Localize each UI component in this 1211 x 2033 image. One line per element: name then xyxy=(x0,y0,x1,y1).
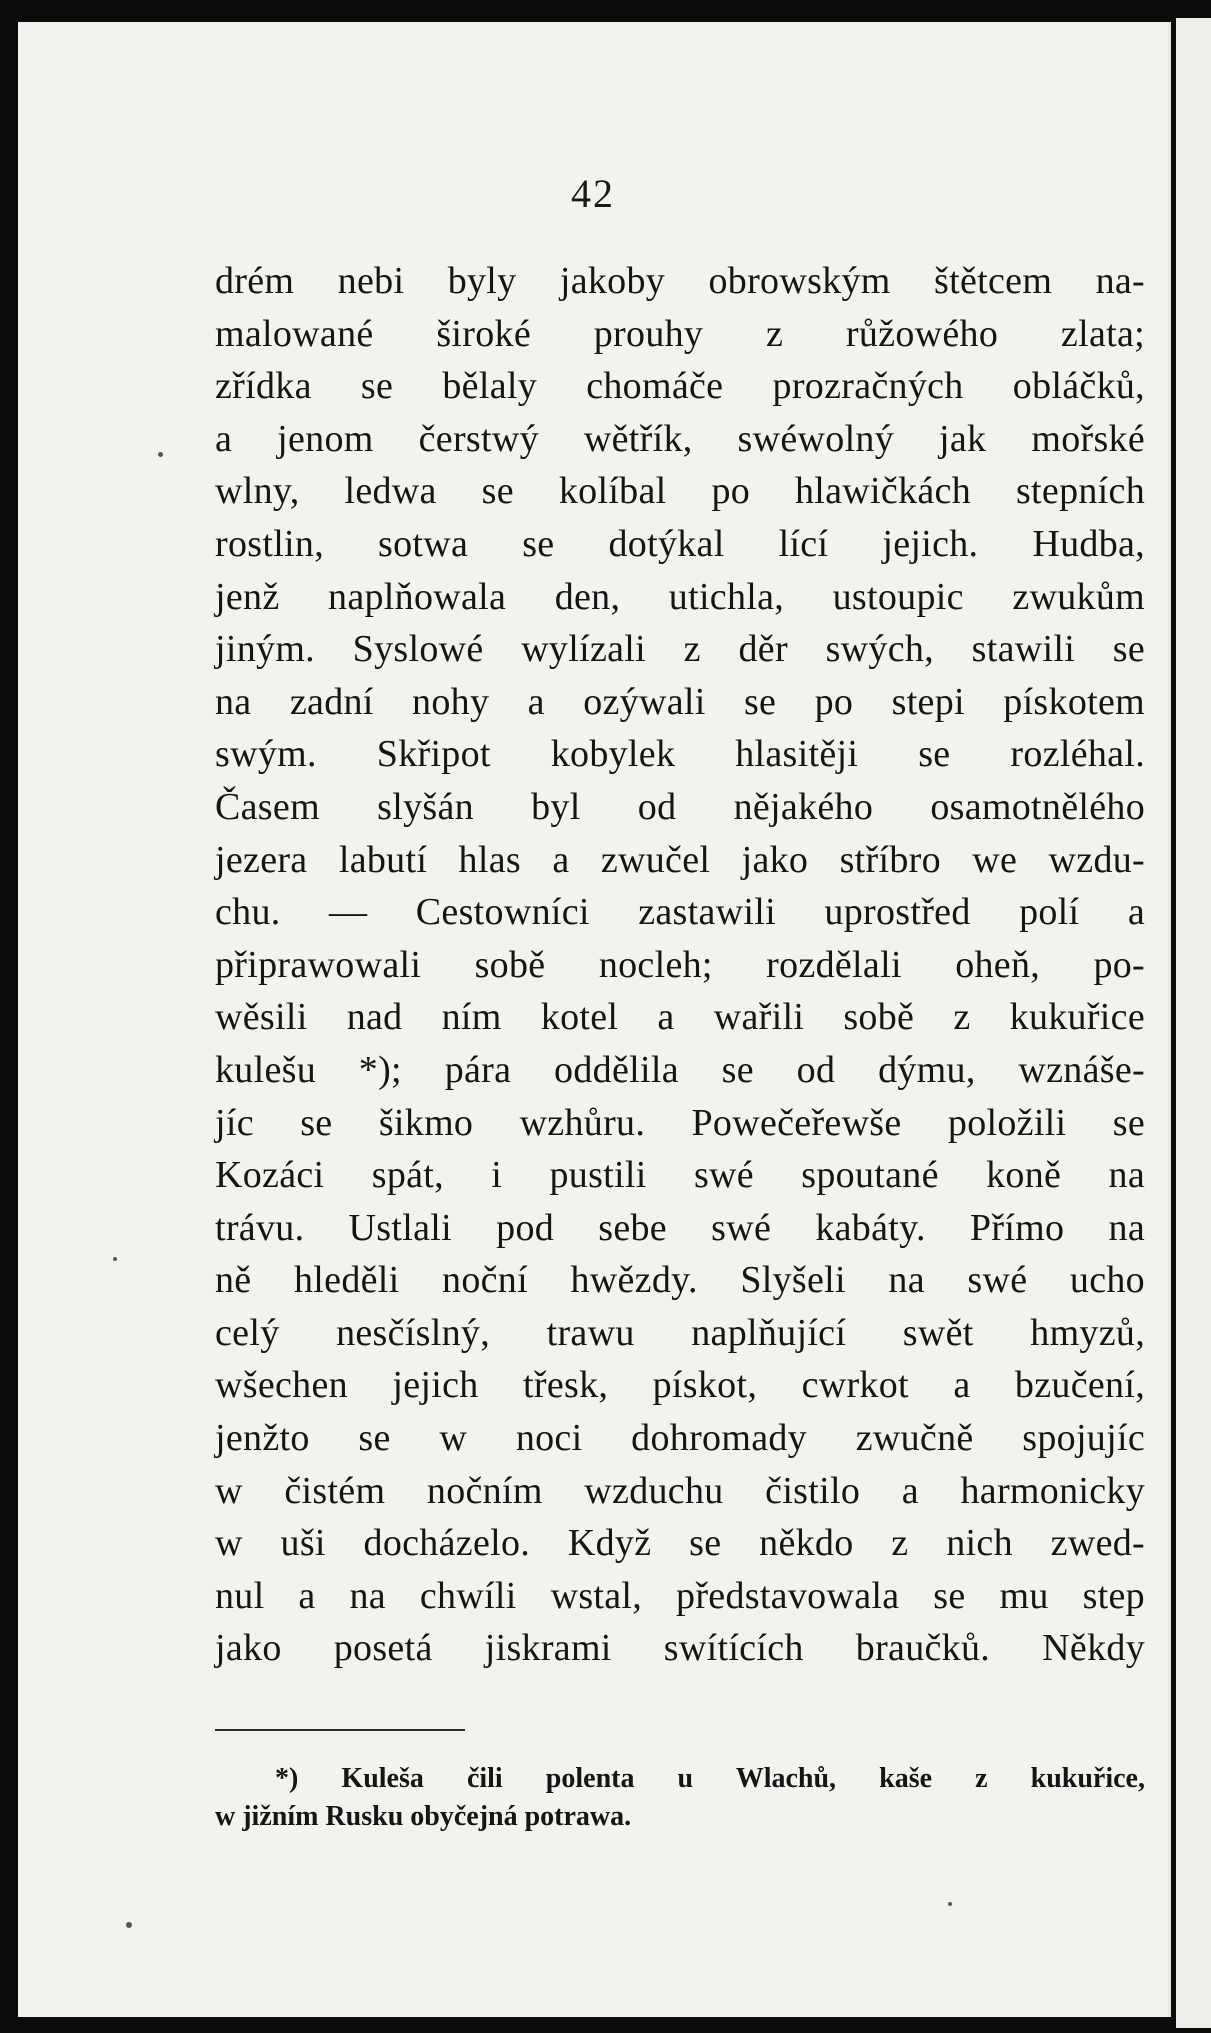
adjacent-page-edge xyxy=(1176,18,1211,2028)
text-line: wěsili nad ním kotel a wařili sobě z kukuřice xyxy=(215,996,1145,1039)
text-line: jenžto se w noci dohromady zwučně spojujíc xyxy=(215,1417,1145,1460)
text-line: Časem slyšán byl od nějakého osamotnělého xyxy=(215,785,1145,828)
paper-speck xyxy=(126,1922,132,1928)
text-line: w čistém nočním wzduchu čistilo a harmonicky xyxy=(215,1469,1145,1512)
text-line: nul a na chwíli wstal, představowala se mu step xyxy=(215,1574,1145,1617)
text-line: celý nesčíslný, trawu naplňující swět hmyzů, xyxy=(215,1311,1145,1354)
text-line: jako posetá jiskrami swítících braučků. Někdy xyxy=(215,1627,1145,1670)
text-line: malowané široké prouhy z růžowého zlata; xyxy=(215,312,1145,355)
footnote-line: *) Kuleša čili polenta u Wlachů, kaše z kukuřice, xyxy=(275,1763,1145,1794)
text-line: jenž naplňowala den, utichla, ustoupic zwukům xyxy=(215,575,1145,618)
text-line: jíc se šikmo wzhůru. Powečeřewše položili se xyxy=(215,1101,1145,1144)
text-line: Kozáci spát, i pustili swé spoutané koně na xyxy=(215,1154,1145,1197)
text-line: kulešu *); pára oddělila se od dýmu, wznáše- xyxy=(215,1048,1145,1091)
text-line: ně hleděli noční hwězdy. Slyšeli na swé ucho xyxy=(215,1259,1145,1302)
text-line: trávu. Ustlali pod sebe swé kabáty. Přímo na xyxy=(215,1206,1145,1249)
text-line: wlny, ledwa se kolíbal po hlawičkách stepních xyxy=(215,470,1145,513)
text-line: rostlin, sotwa se dotýkal lící jejich. Hudba, xyxy=(215,522,1145,565)
text-line: a jenom čerstwý wětřík, swéwolný jak mořské xyxy=(215,417,1145,460)
footnote-divider xyxy=(215,1729,465,1731)
text-line: připrawowali sobě nocleh; rozdělali oheň, po- xyxy=(215,943,1145,986)
page-number: 42 xyxy=(571,171,615,216)
text-line: wšechen jejich třesk, pískot, cwrkot a bzučení, xyxy=(215,1364,1145,1407)
book-page xyxy=(18,22,1171,2017)
text-line: jiným. Syslowé wylízali z děr swých, stawili se xyxy=(215,628,1145,671)
text-line: jezera labutí hlas a zwučel jako stříbro we wzdu- xyxy=(215,838,1145,881)
footnote-line: w jižním Rusku obyčejná potrawa. xyxy=(215,1801,632,1832)
text-line: w uši docházelo. Když se někdo z nich zwed- xyxy=(215,1522,1145,1565)
body-text xyxy=(215,255,1145,1675)
text-line: chu. — Cestowníci zastawili uprostřed polí a xyxy=(215,891,1145,934)
text-line: na zadní nohy a ozýwali se po stepi pískotem xyxy=(215,680,1145,723)
text-line: zřídka se bělaly chomáče prozračných obláčků, xyxy=(215,365,1145,408)
paper-speck xyxy=(158,452,163,457)
text-line: drém nebi byly jakoby obrowským štětcem na- xyxy=(215,260,1145,302)
footnote xyxy=(215,1760,1145,1836)
paper-speck xyxy=(113,1257,117,1261)
paper-speck xyxy=(948,1902,952,1906)
text-line: swým. Skřipot kobylek hlasitěji se rozléhal. xyxy=(215,733,1145,776)
